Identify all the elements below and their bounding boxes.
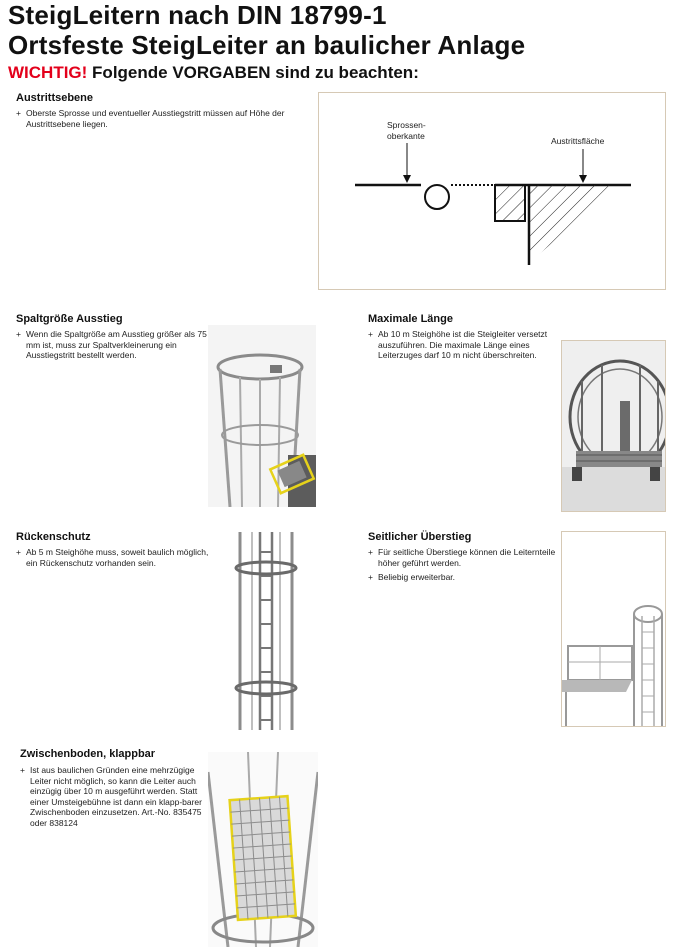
page-title-line2: Ortsfeste SteigLeiter an baulicher Anlage: [8, 30, 526, 60]
bullet-maximale-laenge-1: + Ab 10 m Steighöhe ist die Steigleiter versetzt auszuführen. Die maximale Länge eines Leiterzuges darf 10 m nicht überschreiten.: [368, 329, 574, 361]
photo-seitlicher-ueberstieg: [561, 531, 666, 727]
warning-line: [8, 62, 419, 84]
bullet-zwischenboden-1: + Ist aus baulichen Gründen eine mehrzügige Leiter nicht möglich, so kann die Leiter auch einzügig über 10 m ausgeführt werden. Statt einer Umsteigebühne ist dann ein klapp-barer Zwischenboden einzusetzen. Art.-No. 835475 oder 838124: [20, 765, 218, 828]
diagram-austrittsebene: [318, 92, 666, 290]
exit-step: [495, 185, 525, 221]
warning-word: WICHTIG!: [8, 63, 88, 82]
bullet-rueckenschutz-1: + Ab 5 m Steighöhe muss, soweit baulich möglich, ein Rückenschutz vorhanden sein.: [16, 547, 216, 568]
maximale-laenge-photo-svg: [562, 341, 665, 511]
section-title-austrittsebene: Austrittsebene: [16, 92, 94, 104]
section-title-rueckenschutz: Rückenschutz: [16, 531, 91, 543]
rung-circle: [425, 185, 449, 209]
photo-zwischenboden: [208, 752, 318, 947]
warning-text: Folgende VORGABEN sind zu beachten:: [87, 63, 419, 82]
austrittsebene-diagram-svg: [319, 93, 665, 289]
bullet-spaltgroesse-1: + Wenn die Spaltgröße am Ausstieg größer als 75 mm ist, muss zur Spaltverkleinerung ein Ausstiegstritt bestellt werden.: [16, 329, 216, 361]
bullet-seitlicher-ueberstieg-1: + Für seitliche Überstiege können die Leiternteile höher geführt werden.: [368, 547, 574, 568]
zwischenboden-photo-svg: [208, 752, 318, 947]
photo-maximale-laenge: [561, 340, 666, 512]
arrow-sprossen-head: [403, 175, 411, 183]
seitlicher-ueberstieg-photo-svg: [562, 532, 665, 726]
rueckenschutz-photo-svg: [230, 532, 302, 730]
section-title-zwischenboden: Zwischenboden, klappbar: [20, 748, 156, 760]
arrow-austritt-head: [579, 175, 587, 183]
section-title-spaltgroesse: Spaltgröße Ausstieg: [16, 313, 123, 325]
section-title-seitlicher-ueberstieg: Seitlicher Überstieg: [368, 531, 472, 543]
photo-spaltgroesse: [208, 325, 316, 507]
bullet-austrittsebene-1: + Oberste Sprosse und eventueller Ausstiegstritt müssen auf Höhe der Austrittsebene liegen.: [16, 108, 316, 129]
section-title-maximale-laenge: Maximale Länge: [368, 313, 453, 325]
bullet-seitlicher-ueberstieg-2: + Beliebig erweiterbar.: [368, 572, 574, 583]
spaltgroesse-photo-svg: [208, 325, 316, 507]
label-sprossen-1: Sprossen-: [387, 120, 426, 130]
label-sprossen-2: oberkante: [387, 131, 425, 141]
label-austrittsflaeche: Austrittsfläche: [551, 136, 605, 146]
page-title-line1: SteigLeitern nach DIN 18799-1: [8, 0, 387, 30]
structure-hatch: [529, 185, 619, 263]
photo-rueckenschutz: [230, 532, 302, 730]
